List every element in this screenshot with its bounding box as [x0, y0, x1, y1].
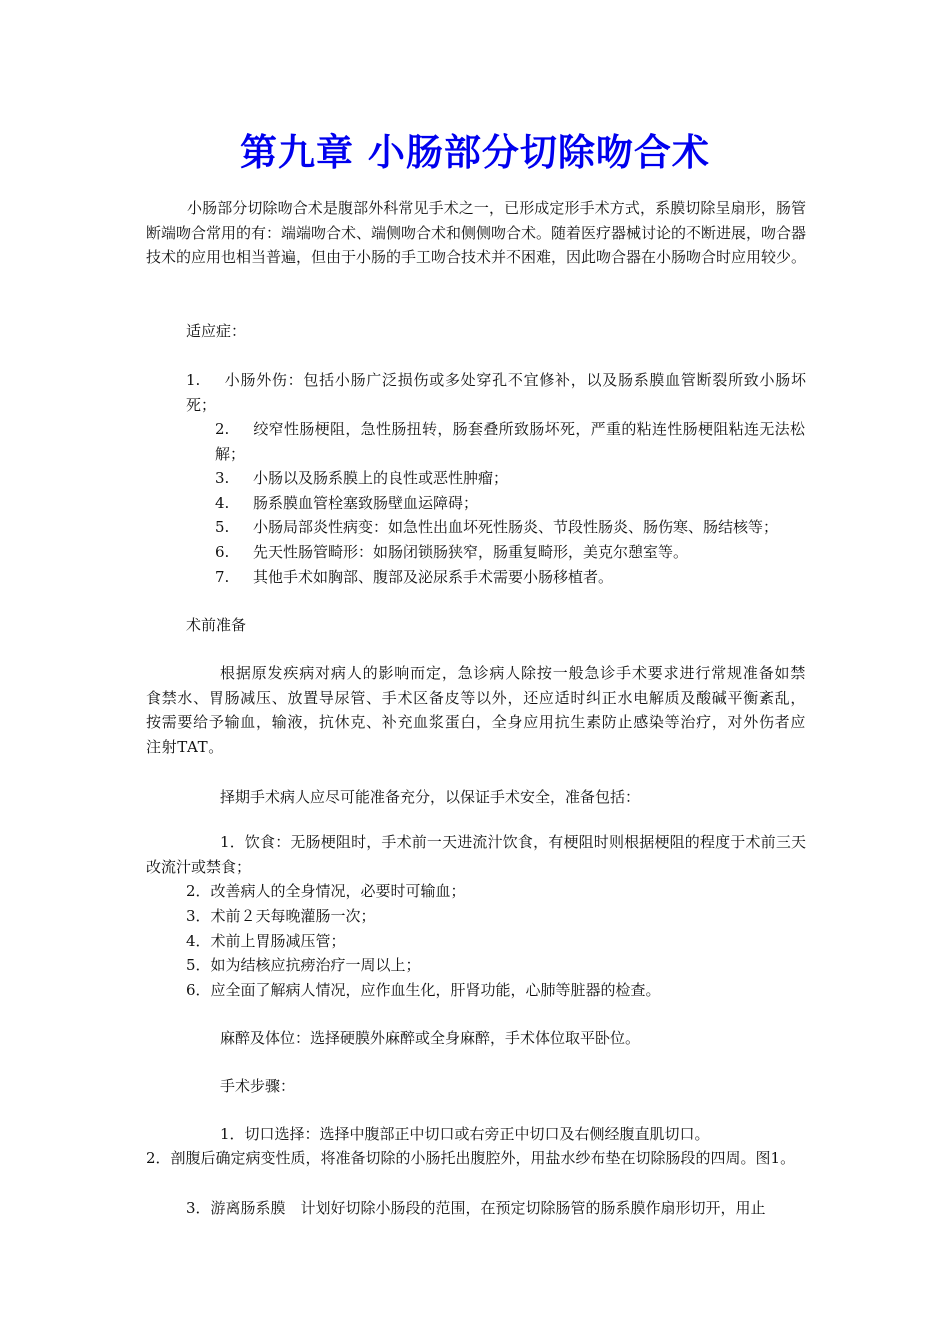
elective-prep-paragraph: 择期手术病人应尽可能准备充分，以保证手术安全，准备包括： [220, 788, 641, 806]
prep-item: 3．术前２天每晚灌肠一次； [186, 907, 376, 925]
indication-number: 2. [215, 420, 230, 438]
preop-paragraph: 根据原发疾病对病人的影响而定，急诊病人除按一般急诊手术要求进行常规准备如禁食禁水、胃肠减压、放置导尿管、手术区备皮等以外，还应适时纠正水电解质及酸碱平衡紊乱，按需要给予输血，输液，抗休克、补充血浆蛋白，全身应用抗生素防止感染等治疗，对外伤者应注射TAT。 [146, 664, 806, 756]
step-item: 2．剖腹后确定病变性质，将准备切除的小肠托出腹腔外，用盐水纱布垫在切除肠段的四周。图1。 [146, 1149, 796, 1167]
indication-text: 绞窄性肠梗阻，急性肠扭转，肠套叠所致肠坏死，严重的粘连性肠梗阻粘连无法松解； [215, 420, 805, 463]
indication-item [186, 368, 806, 417]
indication-item [215, 515, 778, 539]
indication-text: 其他手术如胸部、腹部及泌尿系手术需要小肠移植者。 [253, 568, 614, 586]
indication-number: 3. [215, 469, 230, 487]
preop-heading: 术前准备 [186, 616, 247, 634]
indication-item [215, 565, 613, 589]
indication-number: 7. [215, 568, 230, 586]
indication-item [215, 491, 478, 515]
prep-item: 2．改善病人的全身情况，必要时可输血； [186, 882, 466, 900]
indication-item [215, 466, 508, 490]
step-item: 3．游离肠系膜 计划好切除小肠段的范围，在预定切除肠管的肠系膜作扇形切开，用止 [186, 1199, 766, 1217]
anesthesia-paragraph: 麻醉及体位：选择硬膜外麻醉或全身麻醉，手术体位取平卧位。 [220, 1029, 641, 1047]
prep-item: 4．术前上胃肠减压管； [186, 932, 346, 950]
prep-item: 5．如为结核应抗痨治疗一周以上； [186, 956, 421, 974]
prep-item: 6．应全面了解病人情况，应作血生化，肝肾功能，心肺等脏器的检查。 [186, 981, 661, 999]
indication-number: 6. [215, 543, 230, 561]
indication-number: 4. [215, 494, 230, 512]
steps-heading: 手术步骤： [220, 1077, 296, 1095]
prep-item: 1．饮食：无肠梗阻时，手术前一天进流汁饮食，有梗阻时则根据梗阻的程度于术前三天改流汁或禁食； [146, 833, 806, 876]
indication-number: 1. [186, 371, 201, 389]
indication-number: 5. [215, 518, 230, 536]
indication-text: 小肠外伤：包括小肠广泛损伤或多处穿孔不宜修补，以及肠系膜血管断裂所致小肠坏死； [186, 371, 806, 414]
intro-paragraph: 小肠部分切除吻合术是腹部外科常见手术之一，已形成定形手术方式，系膜切除呈扇形，肠管断端吻合常用的有：端端吻合术、端侧吻合术和侧侧吻合术。随着医疗器械讨论的不断进展，吻合器技术的应用也相当普遍，但由于小肠的手工吻合技术并不困难，因此吻合器在小肠吻合时应用较少。 [146, 199, 807, 266]
step-item: 1．切口选择：选择中腹部正中切口或右旁正中切口及右侧经腹直肌切口。 [220, 1125, 710, 1143]
indication-item [215, 540, 688, 564]
indication-text: 小肠以及肠系膜上的良性或恶性肿瘤； [253, 469, 509, 487]
indication-text: 先天性肠管畸形：如肠闭锁肠狭窄，肠重复畸形，美克尔憩室等。 [253, 543, 689, 561]
indication-text: 小肠局部炎性病变：如急性出血坏死性肠炎、节段性肠炎、肠伤寒、肠结核等； [253, 518, 779, 536]
indications-heading: 适应症： [186, 322, 247, 340]
page-title: 第九章 小肠部分切除吻合术 [240, 131, 710, 174]
indication-text: 肠系膜血管栓塞致肠壁血运障碍； [253, 494, 479, 512]
indication-item [215, 417, 805, 466]
